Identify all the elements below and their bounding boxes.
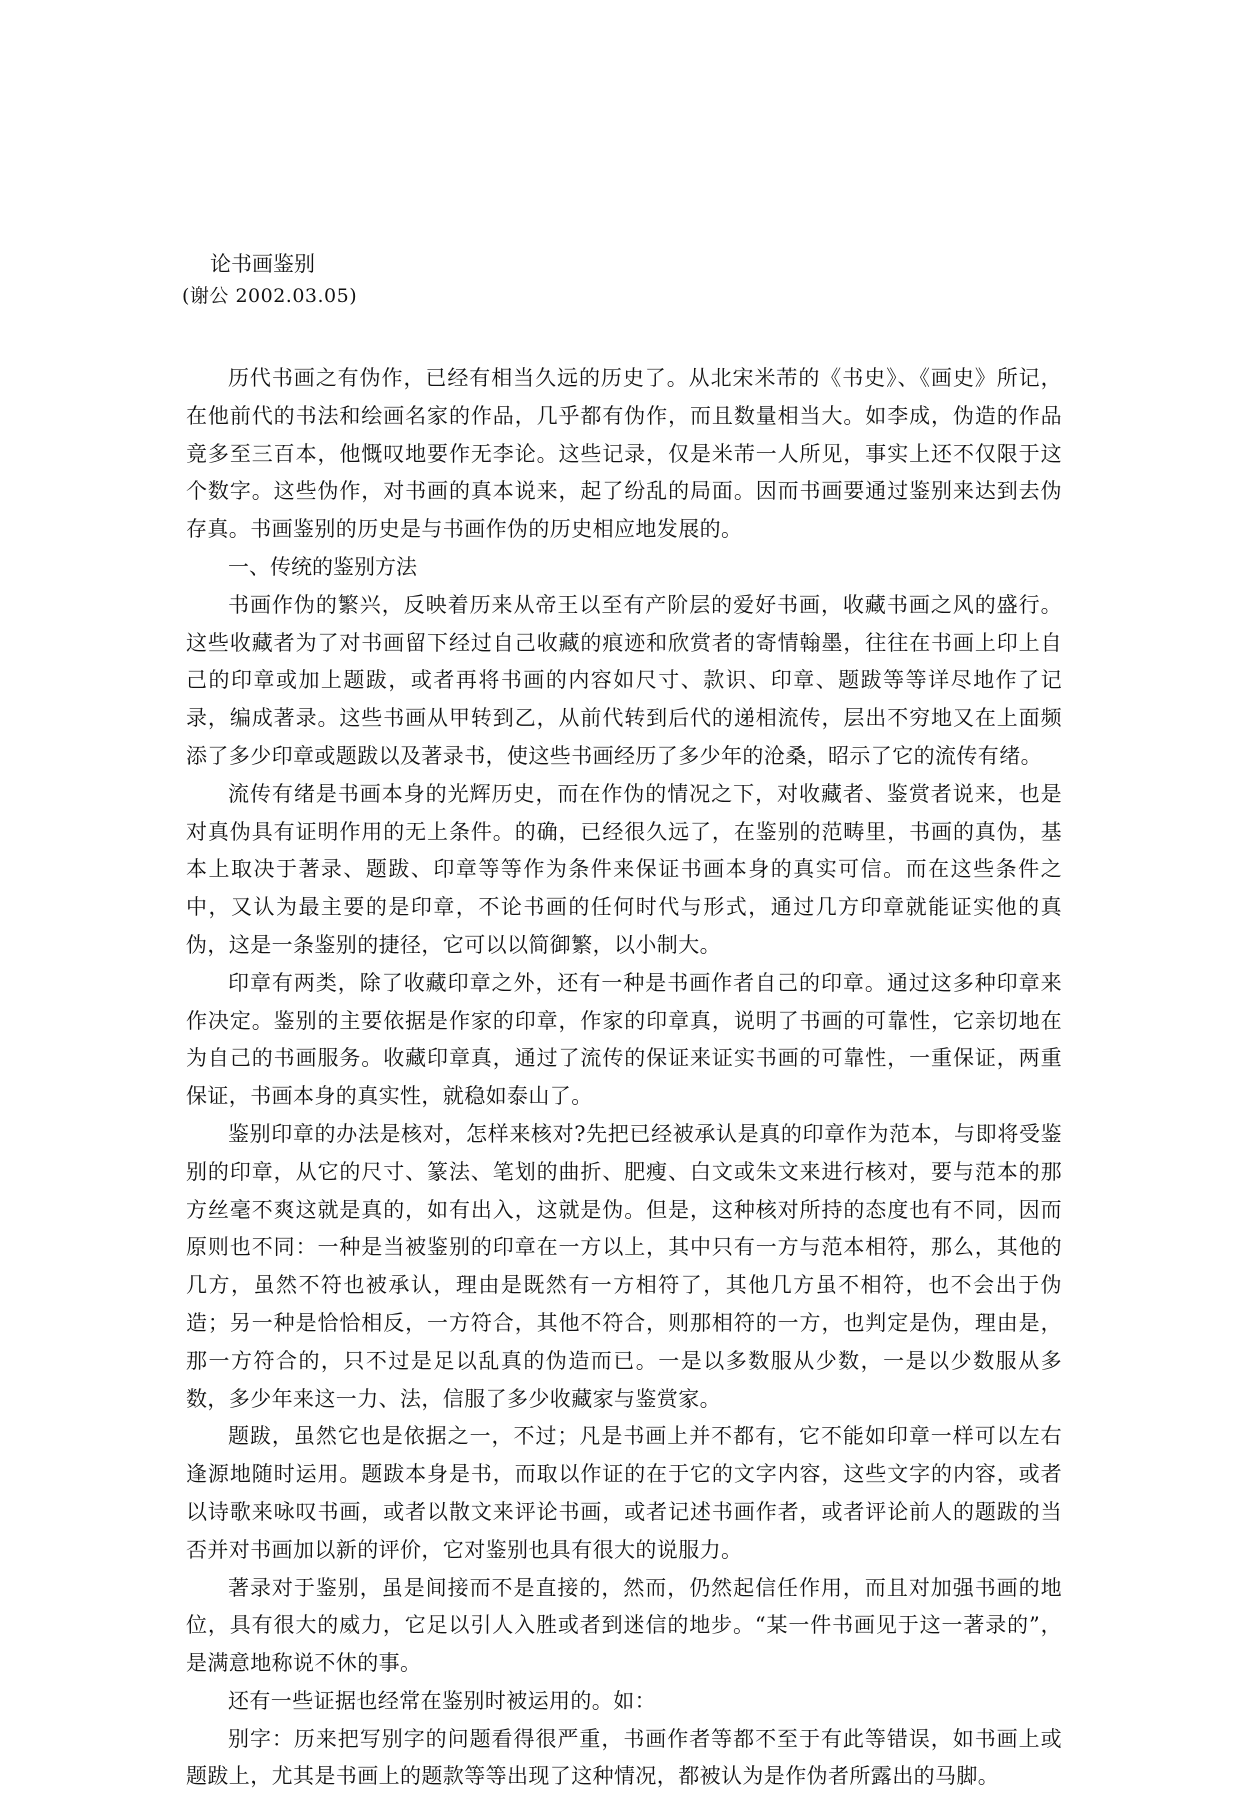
paragraph: 流传有绪是书画本身的光辉历史，而在作伪的情况之下，对收藏者、鉴赏者说来，也是对真伪具有证明作用的无上条件。的确，已经很久远了，在鉴别的范畴里，书画的真伪，基本上取决于著录、题跋、印章等等作为条件来保证书画本身的真实可信。而在这些条件之中，又认为最主要的是印章，不论书画的任何时代与形式，通过几方印章就能证实他的真伪，这是一条鉴别的捷径，它可以以简御繁，以小制大。 xyxy=(186,781,1062,957)
paragraph: 别字：历来把写别字的问题看得很严重，书画作者等都不至于有此等错误，如书画上或题跋上，尤其是书画上的题款等等出现了这种情况，都被认为是作伪者所露出的马脚。 xyxy=(186,1726,1062,1789)
paragraph: 书画作伪的繁兴，反映着历来从帝王以至有产阶层的爱好书画，收藏书画之风的盛行。这些收藏者为了对书画留下经过自己收藏的痕迹和欣赏者的寄情翰墨，往往在书画上印上自己的印章或加上题跋，或者再将书画的内容如尺寸、款识、印章、题跋等等详尽地作了记录，编成著录。这些书画从甲转到乙，从前代转到后代的递相流传，层出不穷地又在上面频添了多少印章或题跋以及著录书，使这些书画经历了多少年的沧桑，昭示了它的流传有绪。 xyxy=(186,592,1062,768)
document-page xyxy=(182,248,1062,1796)
author-date-line: (谢公 2002.03.05) xyxy=(182,285,358,307)
paragraph: 历代书画之有伪作，已经有相当久远的历史了。从北宋米芾的《书史》、《画史》所记，在他前代的书法和绘画名家的作品，几乎都有伪作，而且数量相当大。如李成，伪造的作品竟多至三百本，他慨叹地要作无李论。这些记录，仅是米芾一人所见，事实上还不仅限于这个数字。这些伪作，对书画的真本说来，起了纷乱的局面。因而书画要通过鉴别来达到去伪存真。书画鉴别的历史是与书画作伪的历史相应地发展的。 xyxy=(186,366,1062,542)
paragraph: 题跋，虽然它也是依据之一，不过；凡是书画上并不都有，它不能如印章一样可以左右逢源地随时运用。题跋本身是书，而取以作证的在于它的文字内容，这些文字的内容，或者以诗歌来咏叹书画，或者以散文来评论书画，或者记述书画作者，或者评论前人的题跋的当否并对书画加以新的评价，它对鉴别也具有很大的说服力。 xyxy=(186,1424,1062,1562)
section-heading: 一、传统的鉴别方法 xyxy=(228,554,417,579)
paragraph: 鉴别印章的办法是核对，怎样来核对?先把已经被承认是真的印章作为范本，与即将受鉴别的印章，从它的尺寸、篆法、笔划的曲折、肥瘦、白文或朱文来进行核对，要与范本的那方丝毫不爽这就是真的，如有出入，这就是伪。但是，这种核对所持的态度也有不同，因而原则也不同：一种是当被鉴别的印章在一方以上，其中只有一方与范本相符，那么，其他的几方，虽然不符也被承认，理由是既然有一方相符了，其他几方虽不相符，也不会出于伪造；另一种是恰恰相反，一方符合，其他不符合，则那相符的一方，也判定是伪，理由是，那一方符合的，只不过是足以乱真的伪造而已。一是以多数服从少数，一是以少数服从多数，多少年来这一力、法，信服了多少收藏家与鉴赏家。 xyxy=(186,1121,1062,1411)
document-title: 论书画鉴别 xyxy=(210,252,315,276)
paragraph: 印章有两类，除了收藏印章之外，还有一种是书画作者自己的印章。通过这多种印章来作决定。鉴别的主要依据是作家的印章，作家的印章真，说明了书画的可靠性，它亲切地在为自己的书画服务。收藏印章真，通过了流传的保证来证实书画的可靠性，一重保证，两重保证，书画本身的真实性，就稳如泰山了。 xyxy=(186,970,1062,1109)
document-body xyxy=(186,360,1062,1796)
paragraph: 著录对于鉴别，虽是间接而不是直接的，然而，仍然起信任作用，而且对加强书画的地位，具有很大的威力，它足以引人入胜或者到迷信的地步。“某一件书画见于这一著录的”，是满意地称说不休的事。 xyxy=(186,1575,1062,1676)
paragraph: 还有一些证据也经常在鉴别时被运用的。如： xyxy=(228,1688,656,1713)
